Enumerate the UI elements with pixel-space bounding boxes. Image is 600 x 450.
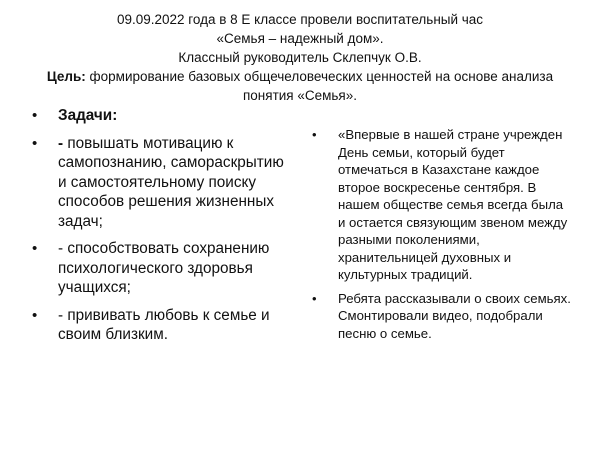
event-date-line: 09.09.2022 года в 8 Е классе провели воспитательный час bbox=[116, 12, 484, 27]
description-column bbox=[310, 106, 572, 342]
students-activity-text: Ребята рассказывали о своих семьях. Смонтировали видео, подобрали песню о семье. bbox=[338, 290, 571, 341]
goal-text: формирование базовых общечеловеческих ценностей на основе анализа понятия «Семья». bbox=[85, 69, 554, 103]
family-day-text: «Впервые в нашей стране учрежден День семьи, который будет отмечаться в Казахстане каждое второе воскресенье сентября. В нашем обществе семья всегда была и остается связующим звеном между разными поколениями, хранительницей духовных и культурных традиций. bbox=[338, 127, 568, 282]
bullet-icon: • bbox=[32, 107, 38, 124]
event-title: «Семья – надежный дом». bbox=[216, 31, 384, 46]
bullet-icon: • bbox=[32, 240, 38, 257]
goal-line bbox=[20, 67, 580, 105]
slide-header bbox=[20, 10, 580, 105]
tasks-heading: Задачи: bbox=[58, 107, 118, 124]
description-item bbox=[310, 126, 572, 284]
bullet-icon: • bbox=[32, 306, 38, 324]
task-text: - прививать любовь к семье и своим близким. bbox=[58, 306, 270, 343]
task-item bbox=[30, 134, 292, 232]
task-text: повышать мотивацию к самопознанию, самораскрытию и самостоятельному поиску способов решения жизненных задач; bbox=[58, 134, 284, 230]
tasks-heading-item bbox=[30, 106, 292, 126]
bullet-icon: • bbox=[32, 134, 38, 152]
task-item bbox=[30, 239, 292, 298]
goal-label: Цель: bbox=[46, 69, 86, 84]
task-item bbox=[30, 306, 292, 345]
bullet-icon: • bbox=[312, 290, 317, 306]
task-dash: - bbox=[58, 134, 68, 152]
description-item bbox=[310, 290, 572, 343]
task-text: - способствовать сохранению психологического здоровья учащихся; bbox=[58, 240, 270, 296]
tasks-column bbox=[30, 106, 292, 345]
class-teacher-line: Классный руководитель Склепчук О.В. bbox=[178, 50, 422, 65]
bullet-icon: • bbox=[312, 127, 317, 142]
